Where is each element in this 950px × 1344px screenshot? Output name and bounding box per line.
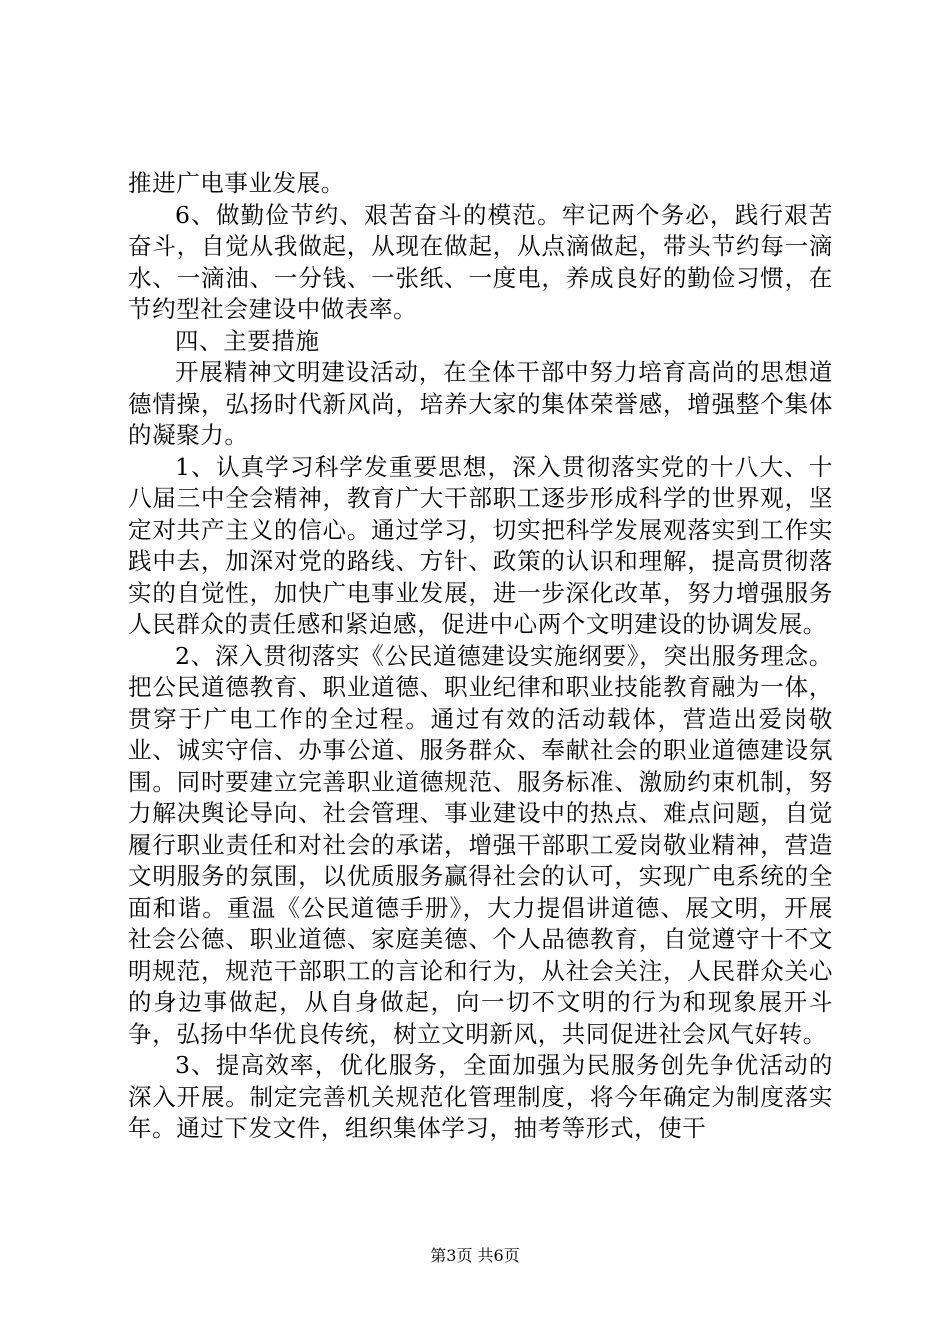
page-footer: [0, 1246, 950, 1266]
page-number-label: 第3页 共6页: [430, 1246, 520, 1265]
section-heading: 四、主要措施: [175, 326, 320, 355]
document-body: [128, 168, 833, 1145]
paragraph-2: 6、做勤俭节约、艰苦奋斗的模范。牢记两个务必，践行艰苦奋斗，自觉从我做起，从现在做起，从点滴做起，带头节约每一滴水、一滴油、一分钱、一张纸、一度电，养成良好的勤俭习惯，在节约型社会建设中做表率。: [128, 200, 833, 323]
paragraph-1: 推进广电事业发展。: [128, 169, 345, 197]
paragraph-4: 1、认真学习科学发重要思想，深入贯彻落实党的十八大、十八届三中全会精神，教育广大干部职工逐步形成科学的世界观，坚定对共产主义的信心。通过学习，切实把科学发展观落实到工作实践中去，加深对党的路线、方针、政策的认识和理解，提高贯彻落实的自觉性，加快广电事业发展，进一步深化改革，努力增强服务人民群众的责任感和紧迫感，促进中心两个文明建设的协调发展。: [128, 452, 833, 638]
paragraph-3: 开展精神文明建设活动，在全体干部中努力培育高尚的思想道德情操，弘扬时代新风尚，培养大家的集体荣誉感，增强整个集体的凝聚力。: [128, 358, 833, 449]
paragraph-5: 2、深入贯彻落实《公民道德建设实施纲要》，突出服务理念。把公民道德教育、职业道德、职业纪律和职业技能教育融为一体，贯穿于广电工作的全过程。通过有效的活动载体，营造出爱岗敬业、诚实守信、办事公道、服务群众、奉献社会的职业道德建设氛围。同时要建立完善职业道德规范、服务标准、激励约束机制，努力解决舆论导向、社会管理、事业建设中的热点、难点问题，自觉履行职业责任和对社会的承诺，增强干部职工爱岗敬业精神，营造文明服务的氛围，以优质服务赢得社会的认可，实现广电系统的全面和谐。重温《公民道德手册》，大力提倡讲道德、展文明，开展社会公德、职业道德、家庭美德、个人品德教育，自觉遵守十不文明规范，规范干部职工的言论和行为，从社会关注，人民群众关心的身边事做起，从自身做起，向一切不文明的行为和现象展开斗争，弘扬中华优良传统，树立文明新风，共同促进社会风气好转。: [128, 641, 833, 1048]
paragraph-6: 3、提高效率，优化服务，全面加强为民服务创先争优活动的深入开展。制定完善机关规范化管理制度，将今年确定为制度落实年。通过下发文件，组织集体学习，抽考等形式，使干: [128, 1051, 833, 1142]
